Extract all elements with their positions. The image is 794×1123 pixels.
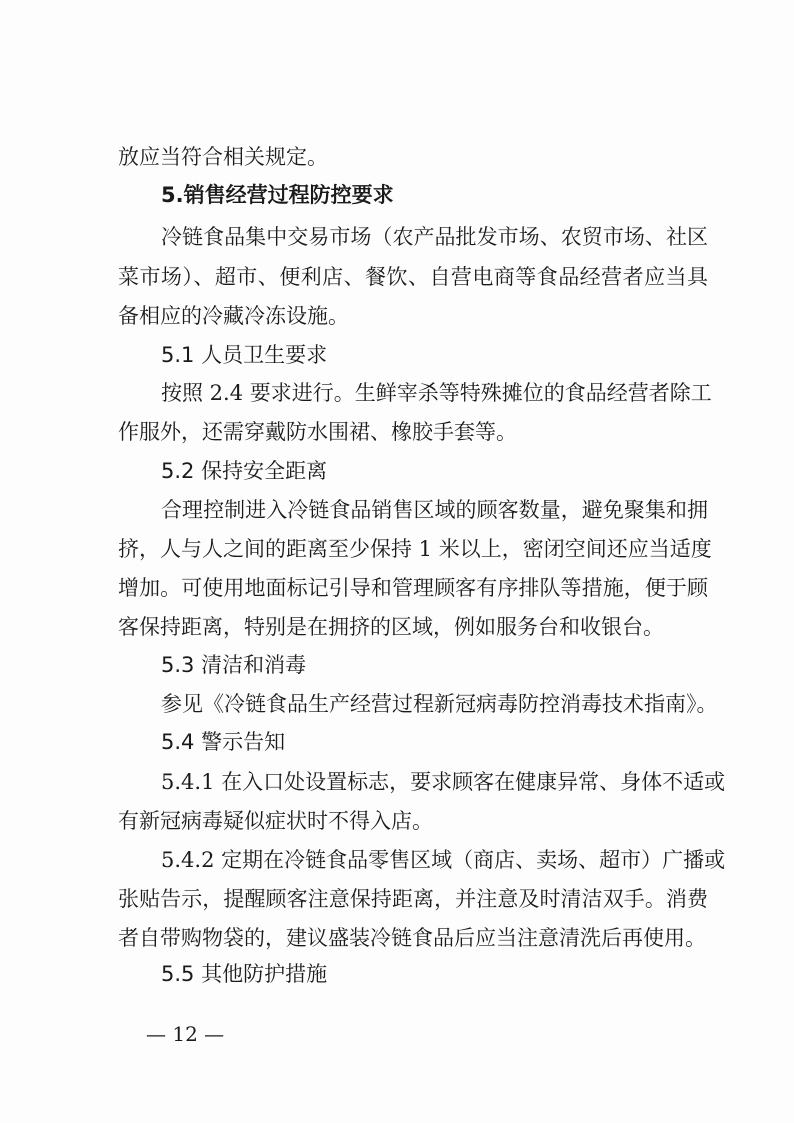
paragraph-line: 作服外，还需穿戴防水围裙、橡胶手套等。: [118, 420, 517, 444]
paragraph-line: 有新冠病毒疑似症状时不得入店。: [118, 809, 433, 833]
section-heading: 5.销售经营过程防控要求: [161, 183, 394, 207]
paragraph-line: 增加。可使用地面标记引导和管理顾客有序排队等措施，便于顾: [118, 576, 708, 600]
paragraph-line: 张贴告示，提醒顾客注意保持距离，并注意及时清洁双手。消费: [118, 887, 708, 911]
paragraph-line: 合理控制进入冷链食品销售区域的顾客数量，避免聚集和拥: [161, 498, 708, 522]
subsection-heading: 5.3 清洁和消毒: [161, 653, 307, 677]
paragraph-line: 5.4.1 在入口处设置标志，要求顾客在健康异常、身体不适或: [161, 770, 726, 794]
paragraph-line: 5.4.2 定期在冷链食品零售区域（商店、卖场、超市）广播或: [161, 848, 726, 872]
paragraph-line: 冷链食品集中交易市场（农产品批发市场、农贸市场、社区: [161, 225, 708, 249]
subsection-heading: 5.5 其他防护措施: [161, 962, 328, 986]
paragraph-line: 参见《冷链食品生产经营过程新冠病毒防控消毒技术指南》。: [161, 692, 718, 716]
subsection-heading: 5.4 警示告知: [161, 730, 286, 754]
subsection-heading: 5.2 保持安全距离: [161, 459, 328, 483]
paragraph-line: 菜市场）、超市、便利店、餐饮、自营电商等食品经营者应当具: [118, 265, 708, 289]
paragraph-line: 挤，人与人之间的距离至少保持 1 米以上，密闭空间还应当适度: [118, 537, 712, 561]
paragraph-line: 按照 2.4 要求进行。生鲜宰杀等特殊摊位的食品经营者除工: [161, 381, 712, 405]
page-number: — 12 —: [146, 1022, 225, 1046]
paragraph-line: 备相应的冷藏冷冻设施。: [118, 304, 349, 328]
paragraph-line: 者自带购物袋的，建议盛装冷链食品后应当注意清洗后再使用。: [118, 926, 706, 950]
paragraph-line: 客保持距离，特别是在拥挤的区域，例如服务台和收银台。: [118, 615, 664, 639]
subsection-heading: 5.1 人员卫生要求: [161, 343, 328, 367]
paragraph-line: 放应当符合相关规定。: [118, 145, 328, 169]
